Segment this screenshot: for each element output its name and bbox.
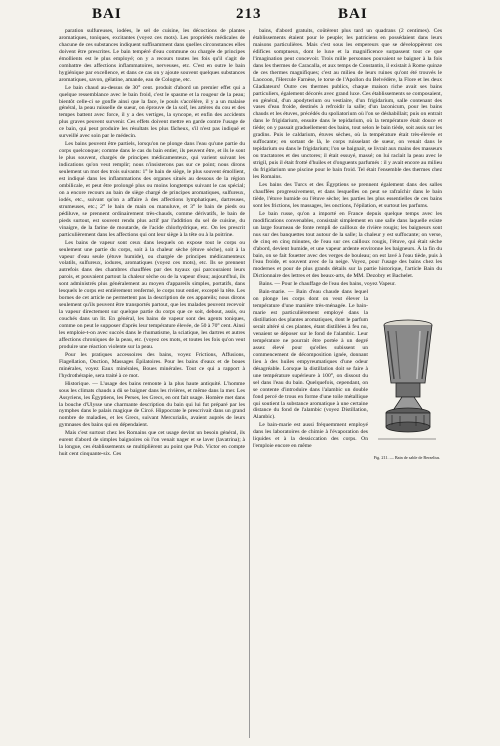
paragraph: Les bains des Turcs et des Égyptiens se prennent également dans des salles chauffées progressivement, et dans lesquelles on peut se rafraîchir dans le bain tiède, l'étuve humide ou l'étuve sèche; les parties les plus essentielles de ces bains sont les frictions, les massages, les onctions, l'épilation, et surtout les parfums. xyxy=(253,181,442,209)
paragraph: Les bains de vapeur sont ceux dans lesquels on expose tout le corps ou seulement une partie du corps, soit à la chaleur sèche (étuve sèche), soit à la vapeur d'eau seule (étuve humide), ou chargée de principes médicamenteux volatils, sulfureux, iodures, aromatiques (voyez ces mots), etc. Ils se prennent autrefois dans des chambres chauffées par des tuyaux qui parcouraient leurs parois, et pouvaient partout la chaleur sèche ou de la vapeur d'eau; aujourd'hui, ils sont administrés plus généralement au moyen d'appareils simples, portatifs, dans lesquels le corps est entièrement renfermé, le corps tout entier, excepté la tête. Les bornes de cet article ne permettent pas la description de ces appareils; nous dirons seulement qu'ils peuvent être transportés partout, que les malades peuvent recevoir la vapeur directement sur quelque partie du corps que ce soit, debout, assis, ou couchés dans un lit. En général, les bains de vapeur sont des agents toniques, comme on peut le supposer d'après leur température élevée, de 50 à 70° cent. Ainsi les emploie-t-on avec succès dans le rhumatisme, la sciatique, les dartres et autres affections chroniques de la peau, etc. (voyez ces mots, et toutes les fois qu'on veut produire une réaction violente sur la peau. xyxy=(59,239,245,350)
paragraph: Bains. — Pour le chauffage de l'eau des bains, voyez Vapeur. xyxy=(259,281,396,288)
page-header xyxy=(0,6,500,26)
column-divider xyxy=(249,30,250,738)
paragraph: Bain-marie. — Bain d'eau chaude dans lequel on plonge les corps dont on veut élever la température d'une manière très-ménagée. Le bain-marie est particulièrement employé dans la distillation des plantes aromatiques, dont le parfum serait altéré si ces plantes, étant distillées à feu nu, venaient se déposer sur le fond de l'alambic. Leur température ne pourrait être portée à un degré assez élevé pour qu'elles subissent un commencement de décomposition ignée, donnant lieu à des huiles empyreumatiques d'une odeur désagréable. Lorsque la distillation doit se faire à une température supérieure à 100°, on dissout du sel dans l'eau du bain. Quelquefois, cependant, on se contente d'introduire dans l'alambic un double fond percé de trous en forme d'une toile métallique qui soutient la substance aromatique à une certaine distance du fond de l'alambic (voyez Distillation, Alambic). xyxy=(253,289,368,421)
paragraph: Le bain chaud au-dessus de 30° cent. produit d'abord un premier effet qui a quelque ressemblance avec le bain froid, c'est le spasme et la rougeur de la peau; bientôt celle-ci se gonfle ainsi que la face, le pouls s'accélère, il y a un malaise général, la peau ruisselle de sueur, on éprouve de la soif, les artères du cou et des tempes battent avec force, il y a des vertiges, la syncope, et enfin des accidents plus graves peuvent survenir. Ces effets doivent mettre en garde contre l'usage de ce bain, qui peut produire les résultats les plus fâcheux, s'il n'est pas indiqué et surveillé avec soin par le médecin. xyxy=(59,84,245,140)
running-head-right: BAI xyxy=(338,6,368,22)
page-number: 213 xyxy=(236,6,262,22)
paragraph: Le bain russe, qu'on a importé en France depuis quelque temps avec les modifications convenables, consistait simplement en une salle dans laquelle existe un large fourneau de fonte rempli de cailloux de rivière rougis; les baigneurs sont nus sur des banquettes tout autour de la salle; la chaleur y est suffocante; on verse, de cinq en cinq minutes, de l'eau sur ces cailloux rougis, l'étuve, qui était sèche d'abord, devient humide, et une vapeur ardente environne les baigneurs. À la fin du bain, on se fait fouetter avec des verges de bouleau; on est lavé à l'eau tiède, puis à l'eau froide, et souvent avec de la neige. Voyez, pour l'usage des bains chez les modernes et pour de plus grands détails sur la partie historique, l'article Bain du Dictionnaire des lettres et des beaux-arts, de MM. Dezobry et Bachelet. xyxy=(253,210,442,280)
sand-bath-figure xyxy=(372,291,442,469)
sand-bath-illustration xyxy=(372,291,442,451)
left-column xyxy=(59,28,245,740)
figure-caption: Fig. 211. — Bain de sable de Berzelius. xyxy=(373,455,441,461)
paragraph: Mais c'est surtout chez les Romains que cet usage devint un besoin général, ils eurent d'abord de simples baignoires où l'on venait nager et se laver (lavatrina); à la longue, ces établissements se multiplièrent au point que Pub. Victor en compte huit cent cinquante-six. Ces xyxy=(59,430,245,458)
running-head-left: BAI xyxy=(92,6,122,22)
paragraph: bains, d'abord gratuits, coûtèrent plus tard un quadrans (2 centimes). Ces établissements étaient pour le peuple; les patriciens en possédaient dans leurs maisons particulières. Mais c'est sous les empereurs que se développèrent ces édifices somptueux, dont le luxe et la magnificence surpassent tout ce que l'imagination peut concevoir. Trois mille personnes pouvaient se baigner à la fois dans les thermes de Caracalla, et aux temps de Constantin, il existait à Rome quinze de ces thermes magnifiques; c'est au milieu de leurs ruines qu'ont été trouvés le Laocoon, l'Hercule Farnèse, le torse de l'Apollon du Belvédère, la Flore et les deux Gladiateurs! Outre ces thermes publics, chaque maison riche avait ses bains particuliers, également décorés avec grand luxe. Ces établissements se composaient, en général, d'un apodyterium ou vestiaire, d'un frigidarium, salle contenant des vases d'eau froide, destinés à refroidir la salle; d'un laconicum, pour les bains chauds et les étuves, précédés du spoliatorium où l'on se déshabillait; puis on entrait dans le frigidarium, ensuite dans le tepidarium, où la température était douce et tiède; on y passait graduellement des bains, tout selon le bain tiède, soit assis sur les gradins. Puis le caldarium, étuves sèches, où la température était très-élevée et suffocante; en sortant de là, le corps ruisselant de sueur, on venait dans le tepidarium ou dans le frigidarium; l'on se baignait, se livrait aux mains des masseurs ou tractatores et des unctores; il était essuyé, massé; on lui raclait la peau avec le strigil, puis il était frotté d'huiles et d'onguents parfumés : il y avait encore au milieu du frigidarium une piscine pour le bain froid. Tel était l'ensemble des thermes chez les Romains. xyxy=(253,28,442,181)
paragraph: Le bain-marie est aussi fréquemment employé dans les laboratoires de chimie à l'évaporation des liquides et à la dessiccation des corps. On l'emploie encore en même xyxy=(253,422,368,450)
paragraph: Historique. — L'usage des bains remonte à la plus haute antiquité. L'homme sous les climats chauds a dû se baigner dans les rivières, et même dans la mer. Les Assyriens, les Égyptiens, les Perses, les Grecs, en ont fait usage. Homère met dans la bouche d'Ulysse une charmante description du bain qui lui fut préparé par les nymphes dans le palais magique de Circé. Hippocrate le prescrivait dans un grand nombre de maladies, et les Grecs, suivant Mercurialis, avaient auprès de leurs gymnases des bains qui en dépendaient. xyxy=(59,380,245,429)
right-column xyxy=(253,28,442,740)
paragraph: Pour les pratiques accessoires des bains, voyez Frictions, Affusions, Flagellation, Onction, Massages Épilatoires. Pour les bains d'eaux et de boues minérales, voyez Eaux minérales, Boues minérales. Tout ce qui a rapport à l'hydrothérapie, sera traité à ce mot. xyxy=(59,351,245,379)
paragraph: paration sulfureuses, iodées, le sel de cuisine, les décoctions de plantes aromatiques, toniques, excitantes (voyez ces mots). Les propriétés médicales de chacune de ces substances indiquent suffisamment dans quelles circonstances elles doivent être prescrites. Le bain tempéré d'eau commune ou chargée de principes émollients est le plus employé; on y a recours toutes les fois qu'il s'agit de combattre des affections inflammatoires, nerveuses, etc. C'est en outre le bain hygiénique par excellence, et dans ce cas on y ajoute souvent quelques substances aromatiques, savon, gélatine, amande, eau de Cologne, etc. xyxy=(59,28,245,83)
paragraph: Les bains peuvent être partiels, lorsqu'on ne plonge dans l'eau qu'une partie du corps quelconque; comme dans le cas du bain entier, ils peuvent être, et ils le sont le plus souvent, chargés de principes médicamenteux, qui varient suivant les indications qu'on veut remplir; nous n'insisterons pas sur ce point; nous dirons seulement un mot des trois suivants: 1° le bain de siège, le plus souvent émollient, est indiqué dans les inflammations des organes situés au dessous de la région ombilicale, et peut être prolongé plus ou moins longtemps suivant le cas spécial; on a encore recours au bain de siège chargé de principes aromatiques, sulfureux, iodés, etc., suivant qu'on a affaire à des affections lymphatiques, dartreuses, strumeuses, etc.; 2° le bain de main ou manuluve, et 3° le bain de pieds ou pédiluve, se prennent ordinairement très-chauds, comme dérivatifs, le bain de pieds surtout, est souvent rendu plus actif par l'addition du sel de cuisine, du vinaigre, de la farine de moutarde, de l'acide chlorhydrique, etc. On les prescrit particulièrement dans les affections qui ont leur siège à la tête ou à la poitrine. xyxy=(59,141,245,238)
